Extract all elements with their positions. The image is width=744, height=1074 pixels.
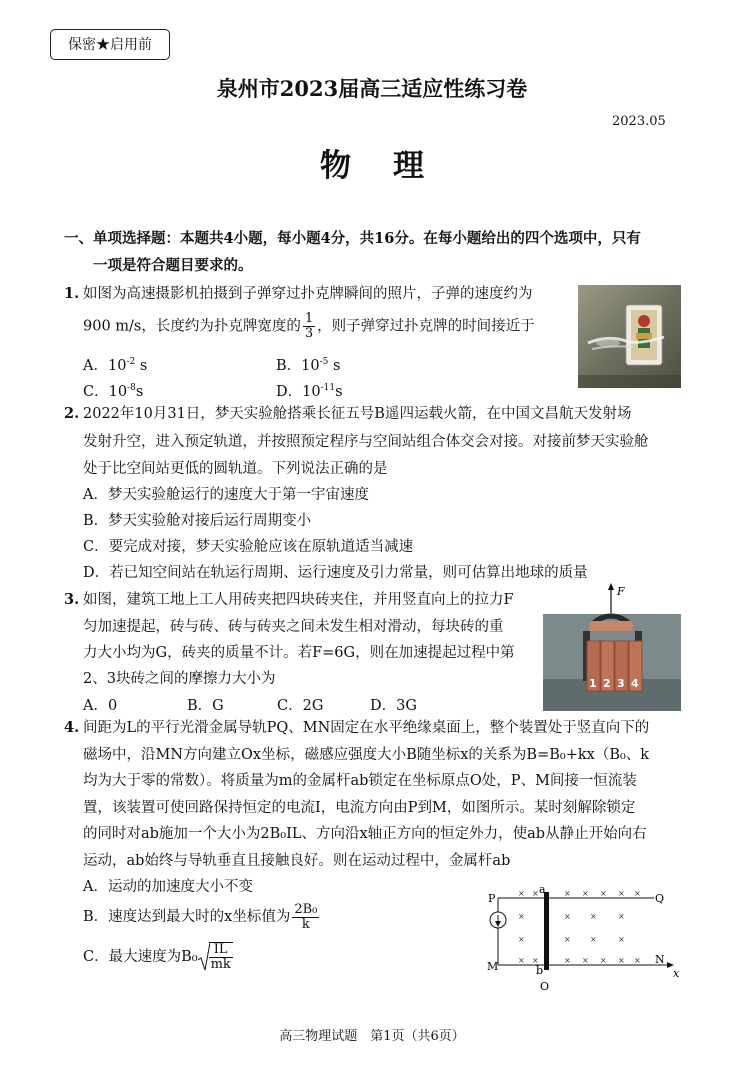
svg-text:×: × — [532, 889, 539, 898]
brick-clamp-figure — [543, 583, 681, 711]
svg-text:×: × — [618, 889, 625, 898]
label-Q: Q — [655, 892, 665, 905]
q1-number: 1. — [64, 285, 80, 302]
svg-text:×: × — [518, 912, 525, 921]
brick-number-3: 3 — [617, 677, 625, 690]
label-x: x — [673, 967, 680, 980]
svg-text:×: × — [618, 912, 625, 921]
q2-line1: 2022年10月31日，梦天实验舱搭乘长征五号B遥四运载火箭，在中国文昌航天发射场 — [83, 406, 632, 422]
brick-number-2: 2 — [603, 677, 611, 690]
q2-option-c[interactable]: C．要完成对接，梦天实验舱应该在原轨道适当减速 — [83, 539, 414, 555]
svg-text:×: × — [634, 889, 641, 898]
q2-option-b[interactable]: B．梦天实验舱对接后运行周期变小 — [83, 513, 312, 529]
q4-line3: 均为大于零的常数）。将质量为m的金属杆ab锁定在坐标原点O处，P、M间接一恒流装 — [83, 773, 637, 789]
force-label: F — [617, 585, 625, 598]
section-heading-line2: 一项是符合题目要求的。 — [93, 257, 253, 274]
q3-line3: 力大小均为G，砖夹的质量不计。若F=6G，则在加速提起过程中第 — [83, 645, 515, 661]
q3-option-c[interactable]: C．2G — [277, 698, 324, 714]
q3-option-d[interactable]: D．3G — [370, 698, 417, 714]
q4-line4: 置，该装置可使回路保持恒定的电流I，电流方向由P到M，如图所示。某时刻解除锁定 — [83, 800, 636, 816]
label-P: P — [488, 892, 496, 905]
svg-text:×: × — [590, 912, 597, 921]
brick-number-1: 1 — [589, 677, 597, 690]
q3-line4: 2、3块砖之间的摩擦力大小为 — [83, 671, 276, 687]
q4-option-a[interactable]: A．运动的加速度大小不变 — [83, 879, 253, 895]
svg-text:×: × — [564, 935, 571, 944]
q3-option-a[interactable]: A．0 — [83, 698, 118, 714]
svg-text:×: × — [518, 956, 525, 965]
exam-date: 2023.05 — [612, 114, 666, 129]
q3-option-b[interactable]: B．G — [187, 698, 224, 714]
q1-line1: 如图为高速摄影机拍摄到子弹穿过扑克牌瞬间的照片，子弹的速度约为 — [83, 286, 533, 302]
q3-number: 3. — [64, 591, 80, 608]
bullet-card-illustration — [578, 285, 681, 388]
svg-text:×: × — [618, 935, 625, 944]
q1-fraction: $\frac{1}{3}$ — [304, 311, 314, 341]
svg-text:×: × — [590, 935, 597, 944]
q1-option-a[interactable]: A．$10^{-2}$ s — [83, 357, 148, 374]
brick-number-4: 4 — [631, 677, 639, 690]
label-N: N — [655, 953, 665, 966]
q2-line2: 发射升空，进入预定轨道，并按照预定程序与空间站组合体交会对接。对接前梦天实验舱 — [83, 434, 649, 450]
svg-text:×: × — [518, 935, 525, 944]
svg-text:×: × — [564, 912, 571, 921]
q1-option-d[interactable]: D．$10^{-11}s$ — [276, 383, 343, 400]
q4-option-c[interactable]: C．最大速度为B₀ $\frac{IL}{mk}$ — [83, 942, 231, 972]
q1-option-c[interactable]: C．$10^{-8}s$ — [83, 383, 144, 400]
svg-text:×: × — [618, 956, 625, 965]
q3-line2: 匀加速提起，砖与砖、砖与砖夹之间未发生相对滑动，每块砖的重 — [83, 619, 504, 635]
q3-line1: 如图，建筑工地上工人用砖夹把四块砖夹住，并用竖直向上的拉力F — [83, 592, 514, 608]
label-O: O — [540, 980, 550, 993]
q4-number: 4. — [64, 719, 80, 736]
label-a: a — [539, 884, 546, 896]
svg-text:×: × — [518, 889, 525, 898]
q4-option-b-fraction: $\frac{\text{2B₀}}{k}$ — [294, 901, 318, 932]
page-footer: 高三物理试题 第1页（共6页） — [279, 1029, 465, 1044]
rail-circuit-figure — [484, 884, 688, 994]
section-heading-line1: 一、单项选择题：本题共4小题，每小题4分，共16分。在每小题给出的四个选项中，只有 — [64, 230, 641, 247]
svg-text:×: × — [564, 956, 571, 965]
svg-text:×: × — [634, 956, 641, 965]
exam-title: 泉州市2023届高三适应性练习卷 — [216, 76, 528, 101]
svg-text:×: × — [582, 956, 589, 965]
svg-text:×: × — [564, 889, 571, 898]
q2-number: 2. — [64, 405, 80, 422]
q4-line2: 磁场中，沿MN方向建立Ox坐标，磁感应强度大小B随坐标x的关系为B=B₀+kx（B₀、k — [83, 747, 650, 763]
q1-line2: 900 m/s，长度约为扑克牌宽度的 $\frac{1}{3}$ ，则子弹穿过扑克牌的时间接近于 — [83, 311, 535, 341]
force-arrow-head — [608, 583, 614, 590]
subject-title: 物理 — [320, 148, 466, 184]
q4-option-c-fraction: $\frac{IL}{mk}$ — [210, 942, 231, 972]
q4-line5: 的同时对ab施加一个大小为2B₀IL、方向沿x轴正方向的恒定外力，使ab从静止开始向右 — [83, 826, 647, 842]
q2-option-a[interactable]: A．梦天实验舱运行的速度大于第一宇宙速度 — [83, 487, 369, 503]
label-b: b — [536, 964, 544, 977]
q2-line3: 处于比空间站更低的圆轨道。下列说法正确的是 — [83, 461, 388, 477]
q2-option-d[interactable]: D．若已知空间站在轨运行周期、运行速度及引力常量，则可估算出地球的质量 — [83, 565, 588, 581]
svg-text:×: × — [582, 889, 589, 898]
magnetic-field-crosses — [518, 889, 641, 965]
svg-text:×: × — [532, 956, 539, 965]
confidential-label: 保密★启用前 — [50, 29, 170, 60]
q4-line6: 运动，ab始终与导轨垂直且接触良好。则在运动过程中，金属杆ab — [83, 853, 511, 869]
label-M: M — [487, 960, 499, 973]
metal-rod-ab — [544, 892, 549, 970]
q4-option-b[interactable]: B．速度达到最大时的x坐标值为 $\frac{\text{2B₀}}{k}$ — [83, 901, 318, 932]
bullet-card-photo — [578, 285, 681, 388]
q1-option-b[interactable]: B．$10^{-5}$ s — [276, 357, 341, 374]
svg-text:×: × — [600, 889, 607, 898]
q4-line1: 间距为L的平行光滑金属导轨PQ、MN固定在水平绝缘桌面上，整个装置处于竖直向下的 — [83, 720, 650, 736]
svg-text:×: × — [600, 956, 607, 965]
